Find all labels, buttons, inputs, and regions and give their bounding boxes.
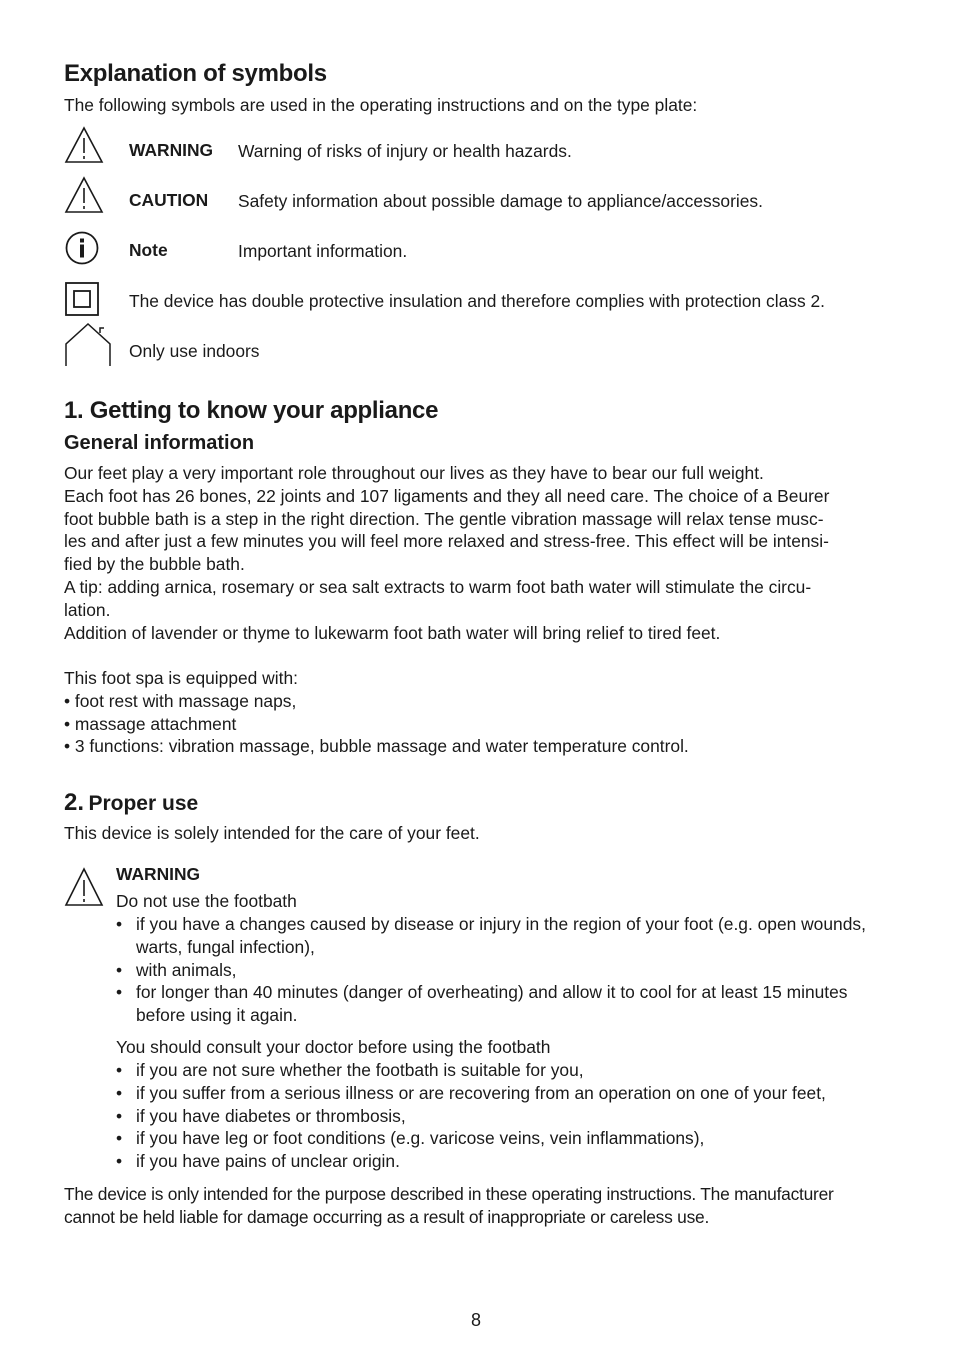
list-item: • massage attachment — [64, 713, 237, 734]
consult-doctor-list — [116, 1059, 826, 1173]
list-item: • if you have a changes caused by disease or injury in the region of your foot (e.g. open wounds, — [116, 914, 866, 934]
liability-disclaimer — [64, 1183, 834, 1229]
symbols-intro: The following symbols are used in the operating instructions and on the type plate: — [64, 95, 698, 115]
list-item: • if you have leg or foot conditions (e.g. varicose veins, vein inflammations), — [116, 1128, 705, 1149]
list-item: • with animals, — [116, 959, 237, 980]
list-item: • if you have pains of unclear origin. — [116, 1151, 400, 1172]
section-2-heading — [64, 789, 198, 817]
section-1-heading: 1. Getting to know your appliance — [64, 397, 439, 424]
list-item: • for longer than 40 minutes (danger of overheating) and allow it to cool for at least 15 minutes — [116, 982, 848, 1003]
text-line: lation. — [64, 599, 111, 620]
warning-triangle-icon — [64, 176, 104, 214]
text-line: A tip: adding arnica, rosemary or sea salt extracts to warm foot bath water will stimulate the circu- — [64, 576, 812, 597]
equipment-list — [64, 667, 689, 758]
warning-triangle-icon — [64, 867, 104, 907]
list-item: • foot rest with massage naps, — [64, 690, 297, 711]
text-line: Addition of lavender or thyme to lukewarm foot bath water will bring relief to tired feet. — [64, 622, 721, 643]
list-item-text: if you have a changes caused by disease or injury in the region of your foot (e.g. open wounds, — [136, 914, 866, 934]
list-item-text: warts, fungal infection), — [136, 936, 315, 957]
list-item-text: if you have pains of unclear origin. — [136, 1151, 400, 1172]
house-indoor-icon — [64, 322, 112, 368]
caution-label: CAUTION — [129, 190, 209, 210]
indoors-description: Only use indoors — [129, 341, 260, 361]
warning-triangle-icon — [64, 126, 104, 164]
do-not-use-list — [116, 913, 866, 1027]
list-item-text: if you are not sure whether the footbath is suitable for you, — [136, 1060, 584, 1080]
list-item-text: if you have diabetes or thrombosis, — [136, 1105, 406, 1126]
list-item: • if you suffer from a serious illness or are recovering from an operation on one of your feet, — [116, 1082, 826, 1103]
list-item-text: if you suffer from a serious illness or are recovering from an operation on one of your feet, — [136, 1082, 826, 1103]
text-line: cannot be held liable for damage occurring as a result of inappropriate or careless use. — [64, 1206, 710, 1227]
caution-description: Safety information about possible damage to appliance/accessories. — [238, 191, 763, 211]
warning-label: WARNING — [129, 140, 214, 160]
list-item-text: for longer than 40 minutes (danger of overheating) and allow it to cool for at least 15 minutes — [136, 982, 848, 1003]
equipment-intro: This foot spa is equipped with: — [64, 668, 298, 688]
text-line: les and after just a few minutes you will feel more relaxed and stress-free. This effect will be intensi- — [64, 531, 829, 552]
note-description: Important information. — [238, 241, 408, 261]
list-item: • if you have diabetes or thrombosis, — [116, 1105, 406, 1126]
list-item-continuation — [116, 1004, 866, 1027]
warning-description: Warning of risks of injury or health hazards. — [238, 141, 572, 161]
general-information-heading: General information — [64, 432, 255, 454]
list-item-text: with animals, — [136, 959, 237, 980]
double-insulation-description: The device has double protective insulation and therefore complies with protection class 2. — [129, 291, 826, 311]
text-line: fied by the bubble bath. — [64, 554, 245, 575]
page-number: 8 — [471, 1310, 482, 1330]
symbols-heading: Explanation of symbols — [64, 60, 327, 87]
list-item-text: before using it again. — [136, 1005, 298, 1026]
text-line: Our feet play a very important role throughout our lives as they have to bear our full weight. — [64, 463, 764, 483]
do-not-use-intro: Do not use the footbath — [116, 891, 297, 911]
double-insulation-icon — [65, 282, 99, 316]
proper-use-warning-label: WARNING — [116, 864, 201, 884]
note-label: Note — [129, 240, 168, 260]
text-line: Each foot has 26 bones, 22 joints and 107 ligaments and they all need care. The choice of a Beurer — [64, 485, 830, 506]
list-item-text: if you have leg or foot conditions (e.g. varicose veins, vein inflammations), — [136, 1128, 705, 1149]
general-information-text — [64, 462, 829, 644]
list-item: • if you are not sure whether the footbath is suitable for you, — [116, 1060, 584, 1080]
proper-use-intro: This device is solely intended for the care of your feet. — [64, 823, 480, 843]
section-2-title: Proper use — [88, 792, 199, 815]
consult-doctor-intro: You should consult your doctor before using the footbath — [116, 1037, 551, 1057]
list-item-continuation — [116, 936, 866, 959]
info-circle-icon — [65, 231, 99, 265]
text-line: foot bubble bath is a step in the right direction. The gentle vibration massage will relax tense musc- — [64, 508, 824, 529]
section-2-number: 2. — [64, 789, 85, 816]
list-item: • 3 functions: vibration massage, bubble massage and water temperature control. — [64, 736, 689, 757]
text-line: The device is only intended for the purpose described in these operating instructions. The manufacturer — [64, 1184, 834, 1204]
